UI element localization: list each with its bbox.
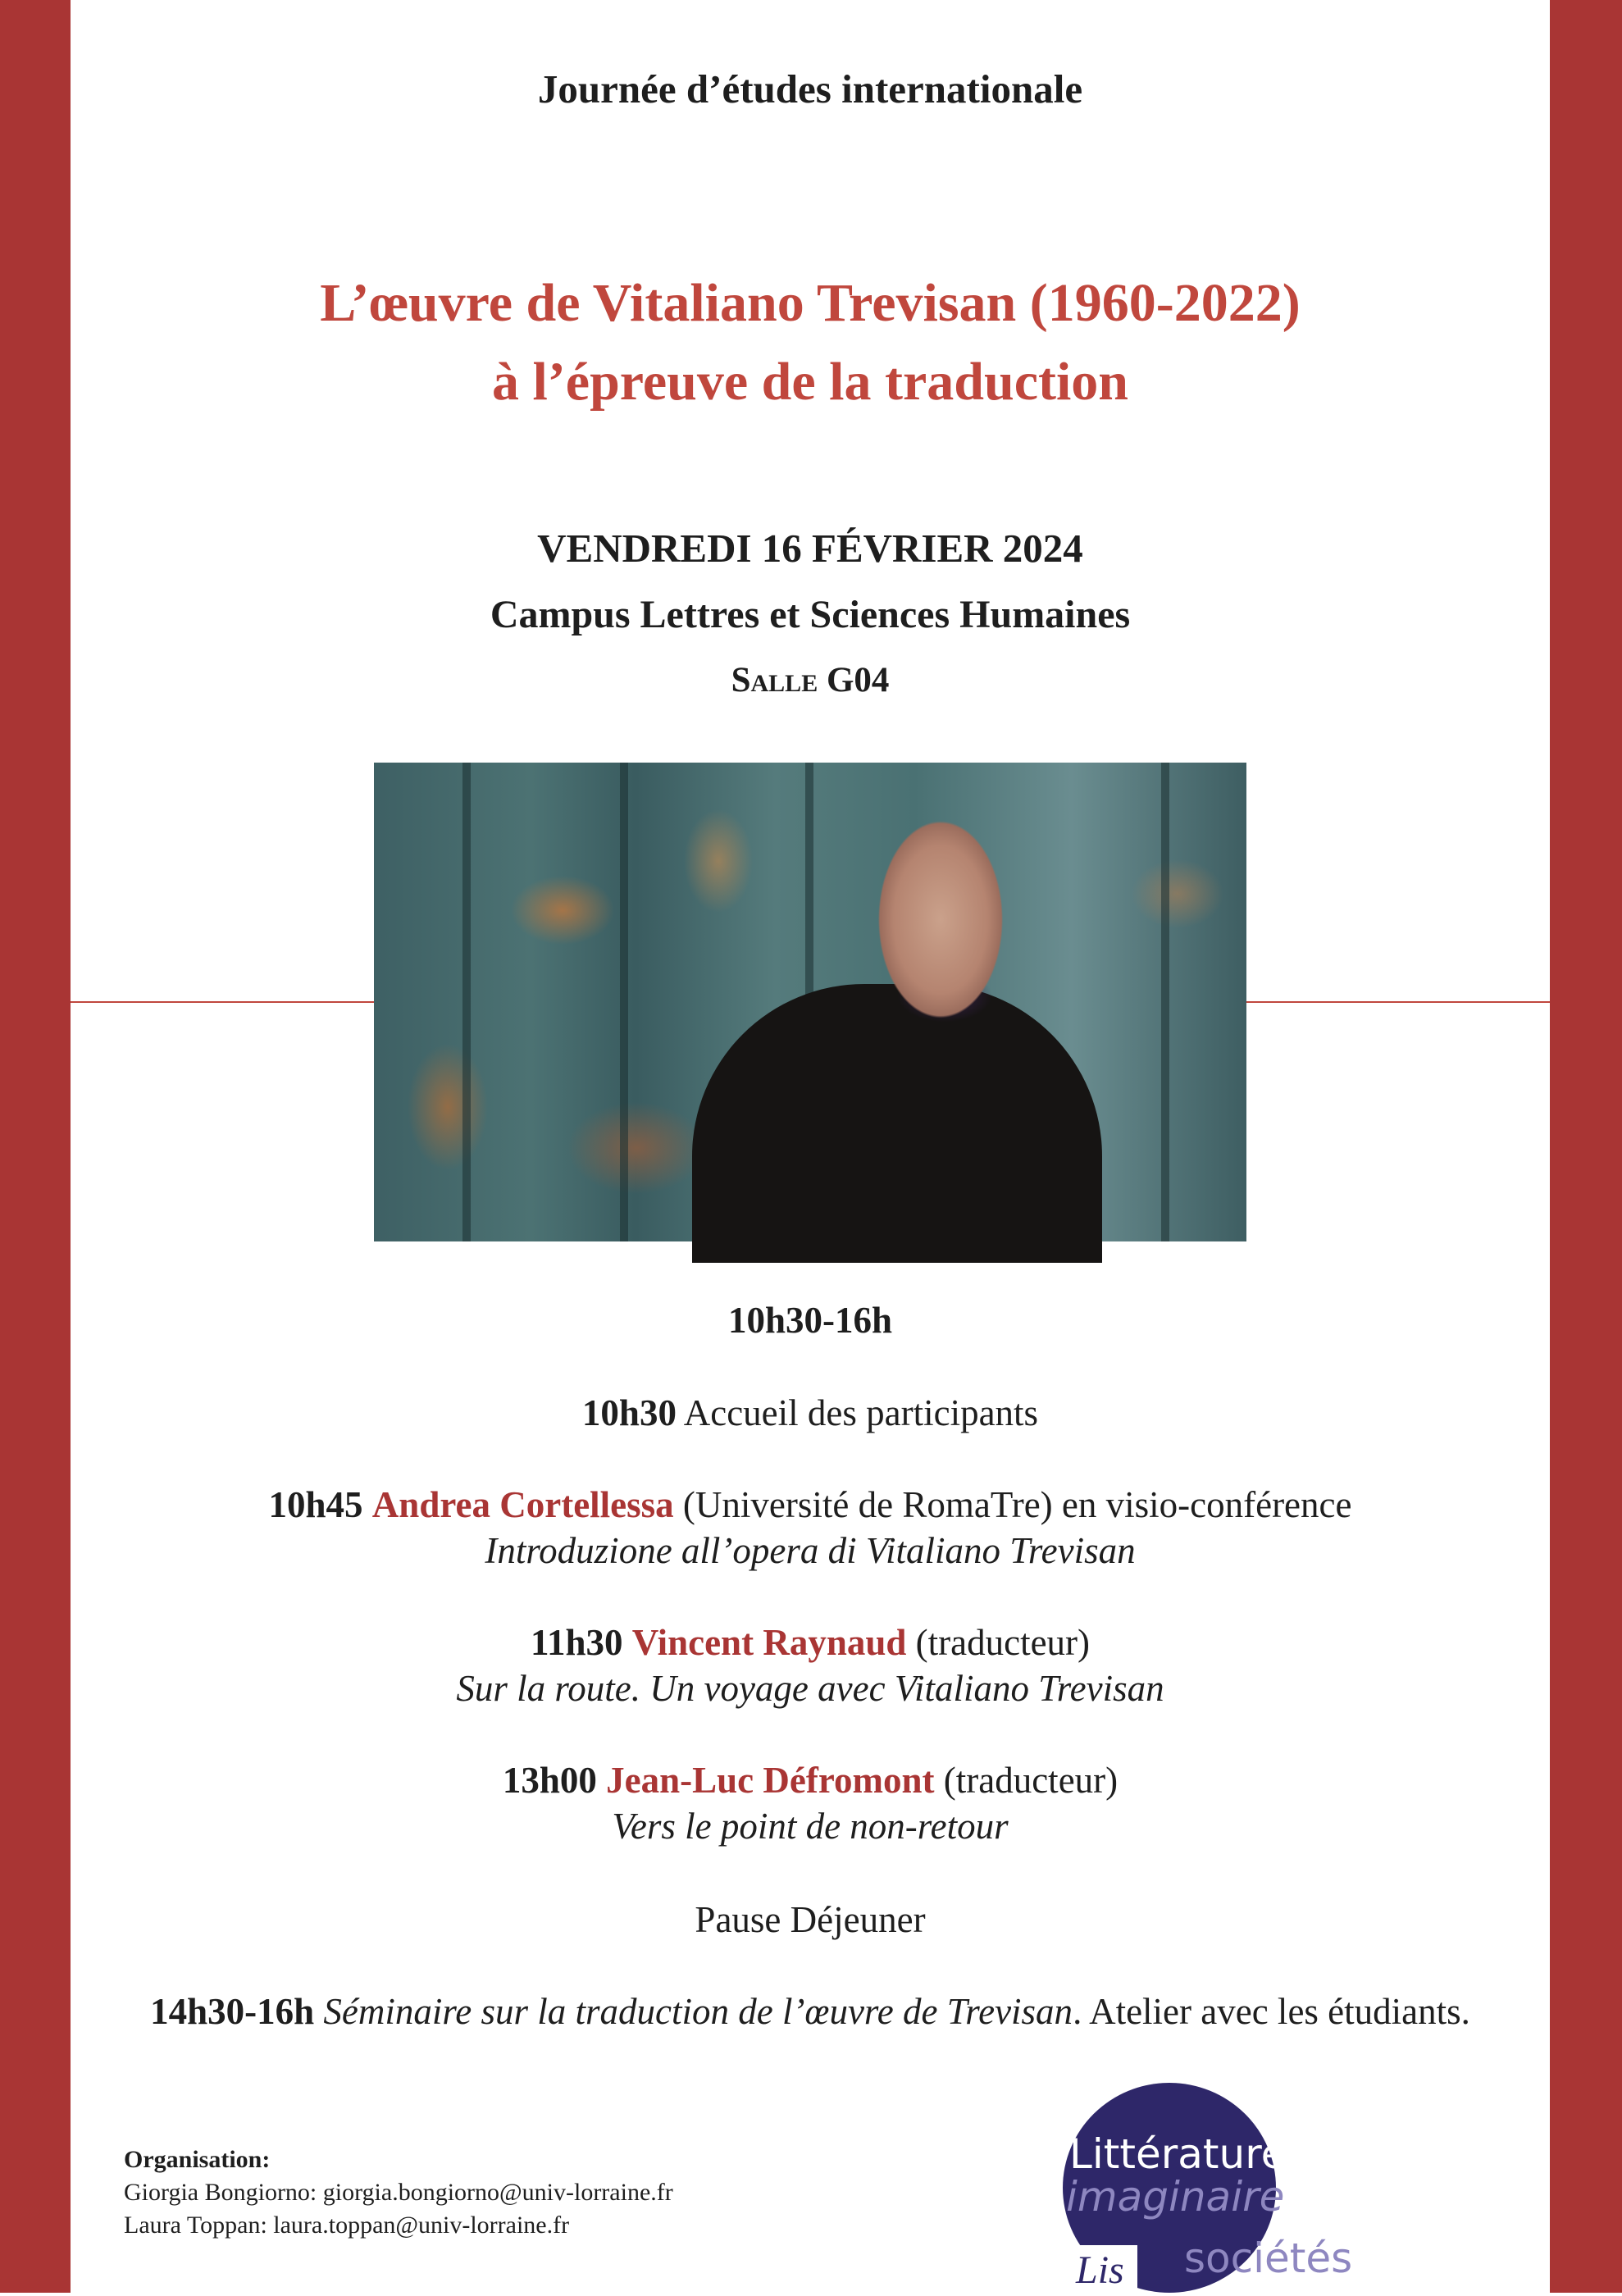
schedule-item [71, 1988, 1550, 2034]
portrait-head [863, 763, 1018, 1033]
lunch-break: Pause Déjeuner [695, 1899, 926, 1940]
organiser-contact: Giorgia Bongiorno: giorgia.bongiorno@univ-lorraine.fr [124, 2179, 673, 2206]
logo-line: imaginaire [1066, 2173, 1285, 2221]
talk-title: Sur la route. Un voyage avec Vitaliano Trevisan [456, 1668, 1164, 1709]
item-time: 14h30-16h [150, 1991, 315, 2032]
lis-logo [1063, 2083, 1353, 2293]
schedule-item [71, 1757, 1550, 1849]
door-plank [1161, 763, 1169, 1241]
door-plank [620, 763, 628, 1241]
poster [71, 0, 1550, 2293]
speaker-affiliation: (traducteur) [943, 1760, 1119, 1801]
speaker-affiliation: (traducteur) [915, 1622, 1091, 1663]
kicker: Journée d’études internationale [537, 66, 1083, 112]
item-time: 10h45 [268, 1484, 363, 1525]
item-time: 10h30 [581, 1392, 677, 1433]
speaker-affiliation: (Université de RomaTre) en visio-conférence [682, 1484, 1352, 1525]
item-text: Accueil des participants [683, 1392, 1039, 1433]
speaker-name: Jean-Luc Défromont [606, 1760, 935, 1801]
event-campus: Campus Lettres et Sciences Humaines [490, 593, 1131, 636]
schedule-item [71, 1390, 1550, 1436]
organisation-label: Organisation: [124, 2146, 271, 2173]
speaker-name: Andrea Cortellessa [371, 1484, 674, 1525]
title-line-2: à l’épreuve de la traduction [491, 352, 1129, 412]
talk-title: Vers le point de non-retour [612, 1806, 1009, 1847]
event-room: Salle G04 [731, 661, 890, 699]
item-time: 11h30 [530, 1622, 623, 1663]
door-plank [462, 763, 471, 1241]
schedule-range: 10h30-16h [727, 1300, 893, 1341]
schedule-item [71, 1620, 1550, 1711]
item-time: 13h00 [502, 1760, 597, 1801]
organisation-block [124, 2143, 673, 2242]
event-date: VENDREDI 16 FÉVRIER 2024 [537, 526, 1083, 571]
left-border [0, 0, 71, 2293]
schedule-item [71, 1482, 1550, 1574]
speaker-name: Vincent Raynaud [631, 1622, 907, 1663]
logo-line: Lis [1063, 2245, 1137, 2296]
title-line-1: L’œuvre de Vitaliano Trevisan (1960-2022) [320, 273, 1301, 333]
poster-title [71, 264, 1550, 421]
right-border [1550, 0, 1622, 2293]
portrait-photo [374, 763, 1246, 1241]
logo-line: sociétés [1184, 2234, 1353, 2282]
item-text: . Atelier avec les étudiants. [1073, 1991, 1470, 2032]
organiser-contact: Laura Toppan: laura.toppan@univ-lorraine.fr [124, 2212, 570, 2239]
talk-title: Séminaire sur la traduction de l’œuvre de Trevisan [323, 1991, 1073, 2032]
logo-line: Littératures [1069, 2130, 1308, 2178]
talk-title: Introduzione all’opera di Vitaliano Trevisan [485, 1530, 1136, 1571]
